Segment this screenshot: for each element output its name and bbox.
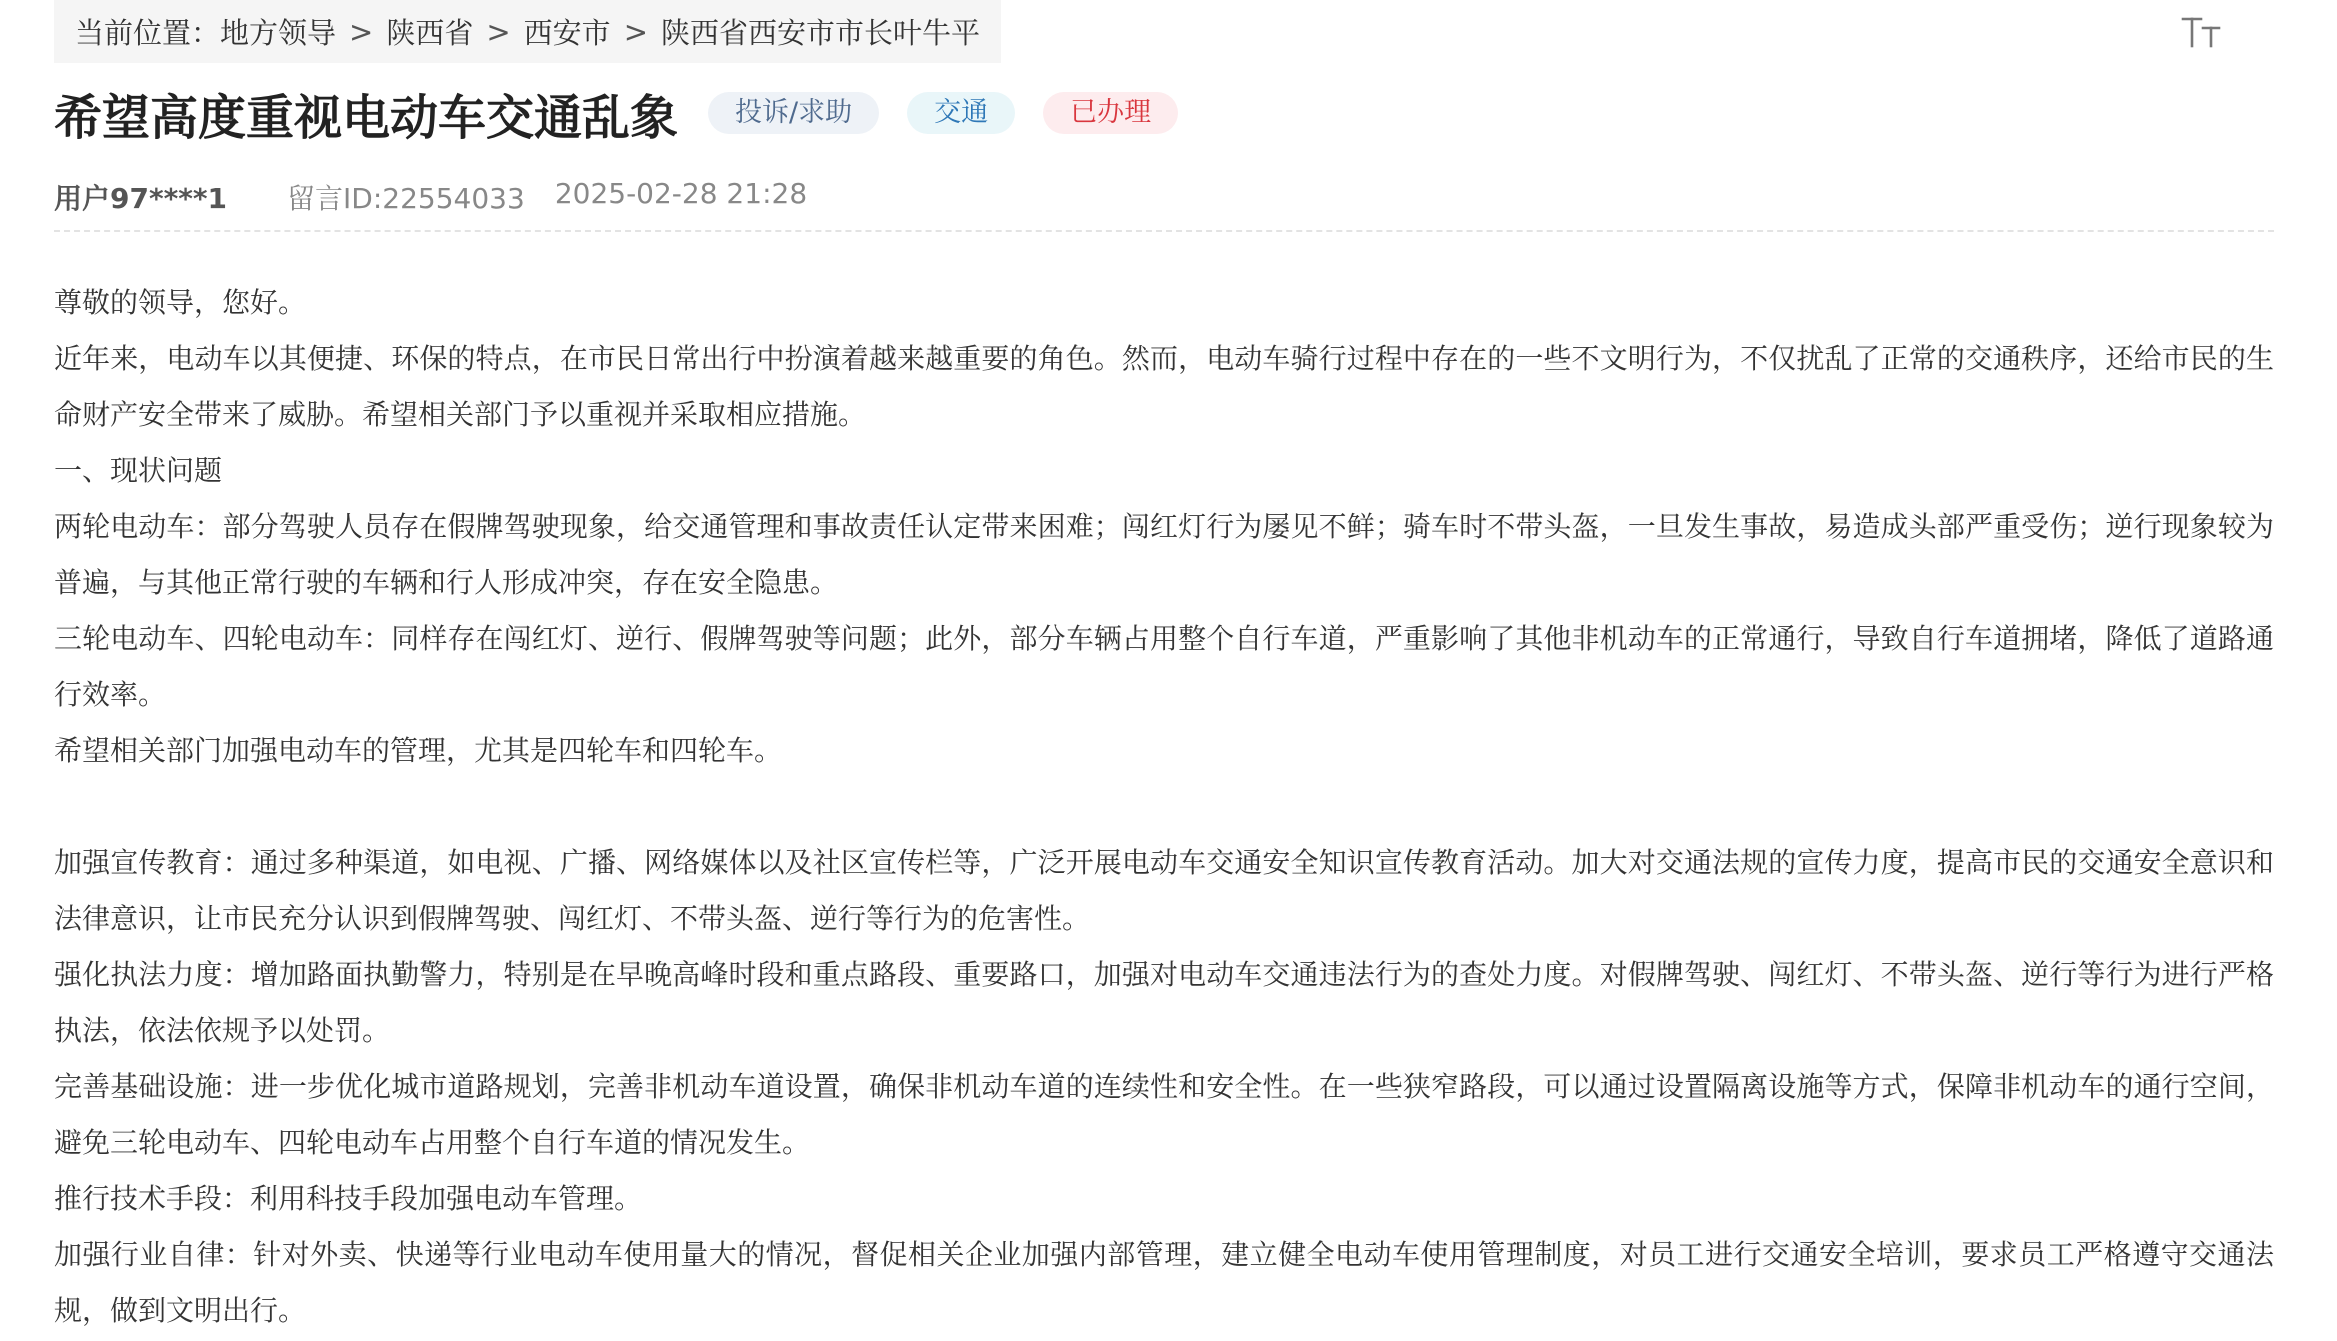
title-row xyxy=(54,82,1178,144)
breadcrumb-separator: > xyxy=(349,14,374,49)
industry-paragraph: 加强行业自律：针对外卖、快递等行业电动车使用量大的情况，督促相关企业加强内部管理，建立健全电动车使用管理制度，对员工进行交通安全培训，要求员工严格遵守交通法规，做到文明出行。 xyxy=(54,1238,2274,1327)
breadcrumb-separator: > xyxy=(486,14,511,49)
three-four-wheeler-paragraph: 三轮电动车、四轮电动车：同样存在闯红灯、逆行、假牌驾驶等问题；此外，部分车辆占用整个自行车道，严重影响了其他非机动车的正常通行，导致自行车道拥堵，降低了道路通行效率。 xyxy=(54,622,2274,711)
enforcement-paragraph: 强化执法力度：增加路面执勤警力，特别是在早晚高峰时段和重点路段、重要路口，加强对电动车交通违法行为的查处力度。对假牌驾驶、闯红灯、不带头盔、逆行等行为进行严格执法，依法依规予以处罚。 xyxy=(54,958,2274,1047)
message-time: 2025-02-28 21:28 xyxy=(554,177,808,210)
technology-paragraph: 推行技术手段：利用科技手段加强电动车管理。 xyxy=(54,1182,643,1215)
section-heading: 一、现状问题 xyxy=(54,454,223,487)
text-size-icon xyxy=(2180,14,2224,50)
breadcrumb-item-local-leaders[interactable]: 地方领导 xyxy=(220,16,337,50)
message-id: 留言ID:22554033 xyxy=(287,182,525,215)
user-name: 用户97****1 xyxy=(54,182,228,215)
font-size-button[interactable] xyxy=(2180,14,2224,50)
divider xyxy=(54,230,2274,232)
status-badge: 已办理 xyxy=(1043,92,1178,134)
infrastructure-paragraph: 完善基础设施：进一步优化城市道路规划，完善非机动车道设置，确保非机动车道的连续性和安全性。在一些狭窄路段，可以通过设置隔离设施等方式，保障非机动车的通行空间，避免三轮电动车、四轮电动车占用整个自行车道的情况发生。 xyxy=(54,1070,2274,1159)
breadcrumb-item-leader[interactable]: 陕西省西安市市长叶牛平 xyxy=(661,16,981,50)
two-wheeler-paragraph: 两轮电动车：部分驾驶人员存在假牌驾驶现象，给交通管理和事故责任认定带来困难；闯红灯行为屡见不鲜；骑车时不带头盔，一旦发生事故，易造成头部严重受伤；逆行现象较为普遍，与其他正常行驶的车辆和行人形成冲突，存在安全隐患。 xyxy=(54,510,2274,599)
greeting-paragraph: 尊敬的领导，您好。 xyxy=(54,286,307,319)
breadcrumb-separator: > xyxy=(623,14,648,49)
type-tag: 投诉/求助 xyxy=(708,92,879,134)
request-paragraph: 希望相关部门加强电动车的管理，尤其是四轮车和四轮车。 xyxy=(54,734,783,767)
blank-line xyxy=(54,779,2274,835)
intro-paragraph: 近年来，电动车以其便捷、环保的特点，在市民日常出行中扮演着越来越重要的角色。然而，电动车骑行过程中存在的一些不文明行为，不仅扰乱了正常的交通秩序，还给市民的生命财产安全带来了威胁。希望相关部门予以重视并采取相应措施。 xyxy=(54,342,2274,431)
breadcrumb-item-province[interactable]: 陕西省 xyxy=(386,16,474,50)
education-paragraph: 加强宣传教育：通过多种渠道，如电视、广播、网络媒体以及社区宣传栏等，广泛开展电动车交通安全知识宣传教育活动。加大对交通法规的宣传力度，提高市民的交通安全意识和法律意识，让市民充分认识到假牌驾驶、闯红灯、不带头盔、逆行等行为的危害性。 xyxy=(54,846,2274,935)
breadcrumb xyxy=(54,0,1001,63)
field-tag: 交通 xyxy=(907,92,1015,134)
page-title: 希望高度重视电动车交通乱象 xyxy=(54,89,679,146)
breadcrumb-prefix: 当前位置： xyxy=(75,16,221,50)
breadcrumb-item-city[interactable]: 西安市 xyxy=(523,16,611,50)
message-meta xyxy=(54,177,807,217)
message-content xyxy=(54,275,2274,1339)
